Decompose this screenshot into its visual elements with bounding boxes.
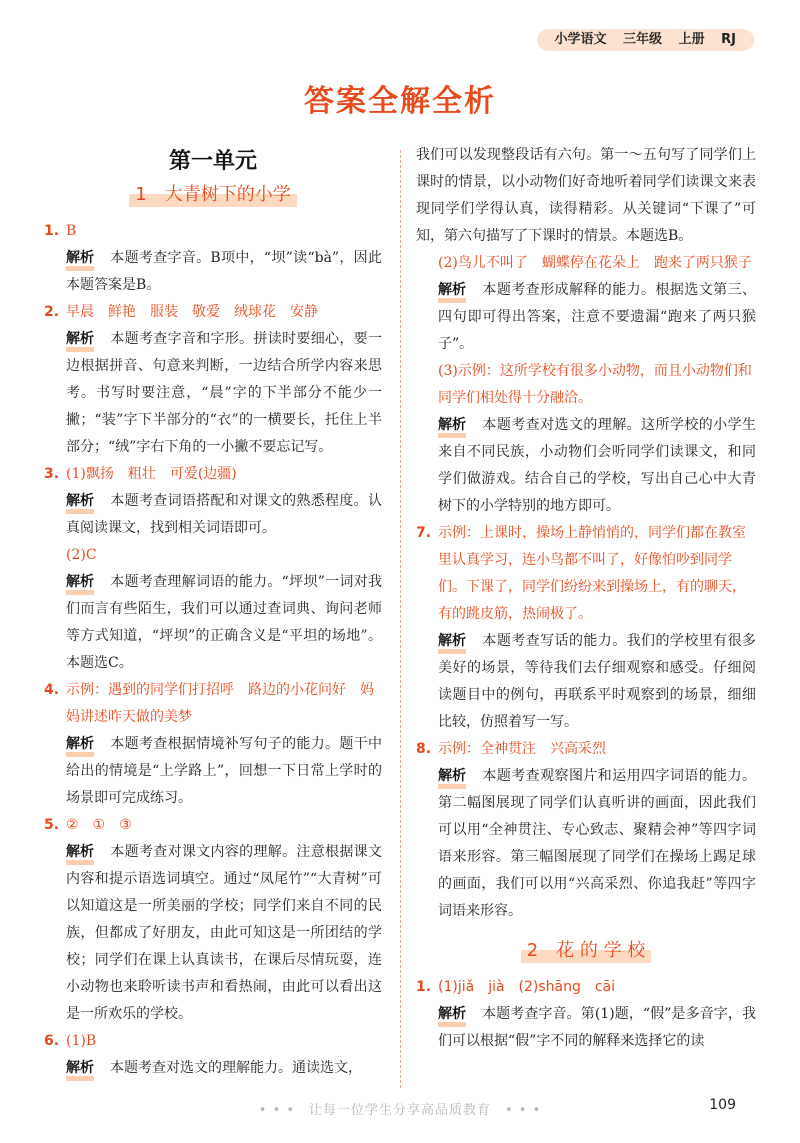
answer: (2)C (66, 547, 97, 563)
answer: 示例：遇到的同学们打招呼 路边的小花问好 妈妈讲述昨天做的美梦 (66, 682, 374, 725)
explanation (66, 245, 382, 299)
explanation-text: 本题考查理解词语的能力。“坪坝”一词对我们而言有些陌生，我们可以通过查词典、询问老师等方式知道，“坪坝”的正确含义是“平坦的场地”。本题选C。 (66, 574, 382, 671)
question-number: 5. (44, 817, 60, 833)
question-item (44, 461, 382, 677)
explanation-text: 本题考查词语搭配和对课文的熟悉程度。认真阅读课文，找到相关词语即可。 (66, 493, 382, 536)
explanation (438, 412, 756, 520)
analysis-tag: 解析 (66, 245, 94, 272)
question-item (44, 677, 382, 812)
question-number: 1. (44, 223, 60, 239)
answer: (1)飘扬 粗壮 可爱(边疆) (66, 466, 237, 482)
question-item (416, 250, 756, 358)
question-number: 4. (44, 682, 60, 698)
question-item (44, 299, 382, 461)
header-edition: RJ (721, 32, 736, 47)
explanation-text: 本题考查写话的能力。我们的学校里有很多美好的场景，等待我们去仔细观察和感受。仔细阅读题目中的例句，再联系平时观察到的场景，细细比较，仿照着写一写。 (438, 633, 756, 730)
left-column (44, 142, 382, 1082)
page-title: 答案全解全析 (304, 84, 496, 119)
lesson-title (416, 939, 756, 966)
explanation (66, 326, 382, 461)
question-item (44, 812, 382, 1028)
lesson2-title: 2 花 的 学 校 (521, 939, 652, 963)
question-item (416, 520, 756, 736)
footer-slogan: • • • 让每一位学生分享高品质教育 • • • (258, 1103, 542, 1118)
question-item (44, 218, 382, 299)
question-item (416, 736, 756, 925)
right-column (416, 142, 756, 1055)
explanation-text: 本题考查根据情境补写句子的能力。题干中给出的情境是“上学路上”，回想一下日常上学时的场景即可完成练习。 (66, 736, 382, 806)
answer: (2)鸟儿不叫了 蝴蝶停在花朵上 跑来了两只猴子 (438, 255, 752, 271)
explanation-text: 本题考查观察图片和运用四字词语的能力。第二幅图展现了同学们认真听讲的画面，因此我们可以用“全神贯注、专心致志、聚精会神”等四字词语来形容。第三幅图展现了同学们在操场上踢足球的画面，我们可以用“兴高采烈、你追我赶”等四字词语来形容。 (438, 768, 756, 919)
explanation (438, 277, 756, 358)
analysis-tag: 解析 (66, 488, 94, 515)
explanation (66, 569, 382, 677)
explanation-text: 本题考查对选文的理解能力。通读选文， (110, 1060, 362, 1076)
explanation-text: 本题考查字音和字形。拼读时要细心，要一边根据拼音、句意来判断，一边结合所学内容来思考。书写时要注意，“晨”字的下半部分不能少一撇；“装”字下半部分的“衣”的一横要长，托住上半部分；“绒”字右下角的一小撇不要忘记写。 (66, 331, 382, 455)
explanation (438, 1001, 756, 1055)
analysis-tag: 解析 (66, 731, 94, 758)
analysis-tag: 解析 (66, 326, 94, 353)
page-number: 109 (709, 1097, 736, 1113)
header-subject: 小学语文 (554, 32, 607, 47)
unit-title: 第一单元 (168, 149, 257, 174)
answer: 示例：全神贯注 兴高采烈 (438, 741, 606, 757)
explanation-text: 本题考查对课文内容的理解。注意根据课文内容和提示语选词填空。通过“凤尾竹”“大青树”可以知道这是一所美丽的学校；同学们来自不同的民族，但都成了好朋友，由此可知这是一所团结的学校；同学们在课上认真读书，在课后尽情玩耍，连小动物也来聆听读书声和看热闹，由此可以看出这是一所欢乐的学校。 (66, 844, 382, 1022)
question-item (44, 1028, 382, 1082)
question-number: 7. (416, 525, 432, 541)
answer: (1)B (66, 1033, 97, 1049)
explanation (66, 731, 382, 812)
header-grade: 三年级 (623, 32, 663, 47)
question-number: 6. (44, 1033, 60, 1049)
question-item (416, 358, 756, 520)
analysis-tag: 解析 (438, 277, 466, 304)
header-badge (537, 29, 755, 51)
explanation (66, 1055, 382, 1082)
explanation (66, 488, 382, 542)
explanation-text: 本题考查字音。第(1)题，“假”是多音字，我们可以根据“假”字不同的解释来选择它的读 (438, 1006, 756, 1049)
header-volume: 上册 (678, 32, 705, 47)
answer: B (66, 223, 77, 239)
analysis-tag: 解析 (438, 1001, 466, 1028)
answer: (3)示例：这所学校有很多小动物，而且小动物们和同学们相处得十分融洽。 (438, 363, 752, 406)
answer: (1)jiǎ jià (2)shāng cāi (438, 979, 616, 995)
analysis-tag: 解析 (438, 763, 466, 790)
answer: ② ① ③ (66, 817, 132, 833)
explanation-text: 本题考查字音。B项中，“坝”读“bà”，因此本题答案是B。 (66, 250, 382, 293)
explanation-text: 本题考查对选文的理解。这所学校的小学生来自不同民族，小动物们会听同学们读课文，和同学们做游戏。结合自己的学校，写出自己心中大青树下的小学特别的地方即可。 (438, 417, 756, 514)
explanation-text: 本题考查形成解释的能力。根据选文第三、四句即可得出答案，注意不要遗漏“跑来了两只猴子”。 (438, 282, 756, 352)
column-divider (400, 150, 401, 1088)
question-number: 2. (44, 304, 60, 320)
lesson1-title: 1 大青树下的小学 (129, 183, 296, 207)
question-number: 8. (416, 741, 432, 757)
answer: 示例：上课时，操场上静悄悄的，同学们都在教室里认真学习，连小鸟都不叫了，好像怕吵到同学们。下课了，同学们纷纷来到操场上，有的聊天，有的跳皮筋，热闹极了。 (438, 525, 746, 622)
explanation (66, 839, 382, 1028)
analysis-tag: 解析 (66, 1055, 94, 1082)
analysis-tag: 解析 (66, 839, 94, 866)
question-number: 3. (44, 466, 60, 482)
analysis-tag: 解析 (438, 628, 466, 655)
analysis-tag: 解析 (66, 569, 94, 596)
analysis-tag: 解析 (438, 412, 466, 439)
question-number: 1. (416, 979, 432, 995)
question-item (416, 974, 756, 1055)
answer: 早晨 鲜艳 服装 敬爱 绒球花 安静 (66, 304, 318, 320)
lesson-title (44, 183, 382, 210)
explanation-continuation: 我们可以发现整段话有六句。第一～五句写了同学们上课时的情景，以小动物们好奇地听着同学们读课文来表现同学们学得认真，读得精彩。从关键词“下课了”可知，第六句描写了下课时的情景。本题选B。 (416, 147, 756, 244)
explanation (438, 763, 756, 925)
explanation (438, 628, 756, 736)
